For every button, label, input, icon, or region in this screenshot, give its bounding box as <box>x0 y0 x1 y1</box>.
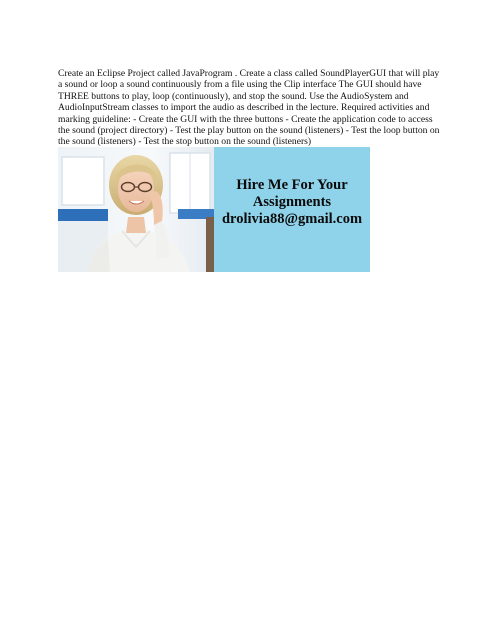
assignment-description: Create an Eclipse Project called JavaProgram . Create a class called SoundPlayerGUI that will play a sound or loop a sound continuously from a file using the Clip interface The GUI should have THREE buttons to play, loop (continuously), and stop the sound. Use the AudioSystem and AudioInputStream classes to import the audio as described in the lecture. Required activities and marking guideline: - Create the GUI with the three buttons - Create the application code to access the sound (project directory) - Test the play button on the sound (listeners) - Test the loop button on the sound (listeners) - Test the stop button on the sound (listeners) <box>58 68 440 148</box>
promo-headline-line-2: Assignments <box>252 194 332 210</box>
advertisement-banner <box>58 147 370 272</box>
woman-portrait-photo <box>58 147 214 272</box>
promo-panel <box>214 147 370 272</box>
promo-headline-line-1: Hire Me For Your <box>236 177 348 193</box>
promo-text <box>214 177 370 228</box>
promo-email: drolivia88@gmail.com <box>221 211 363 227</box>
